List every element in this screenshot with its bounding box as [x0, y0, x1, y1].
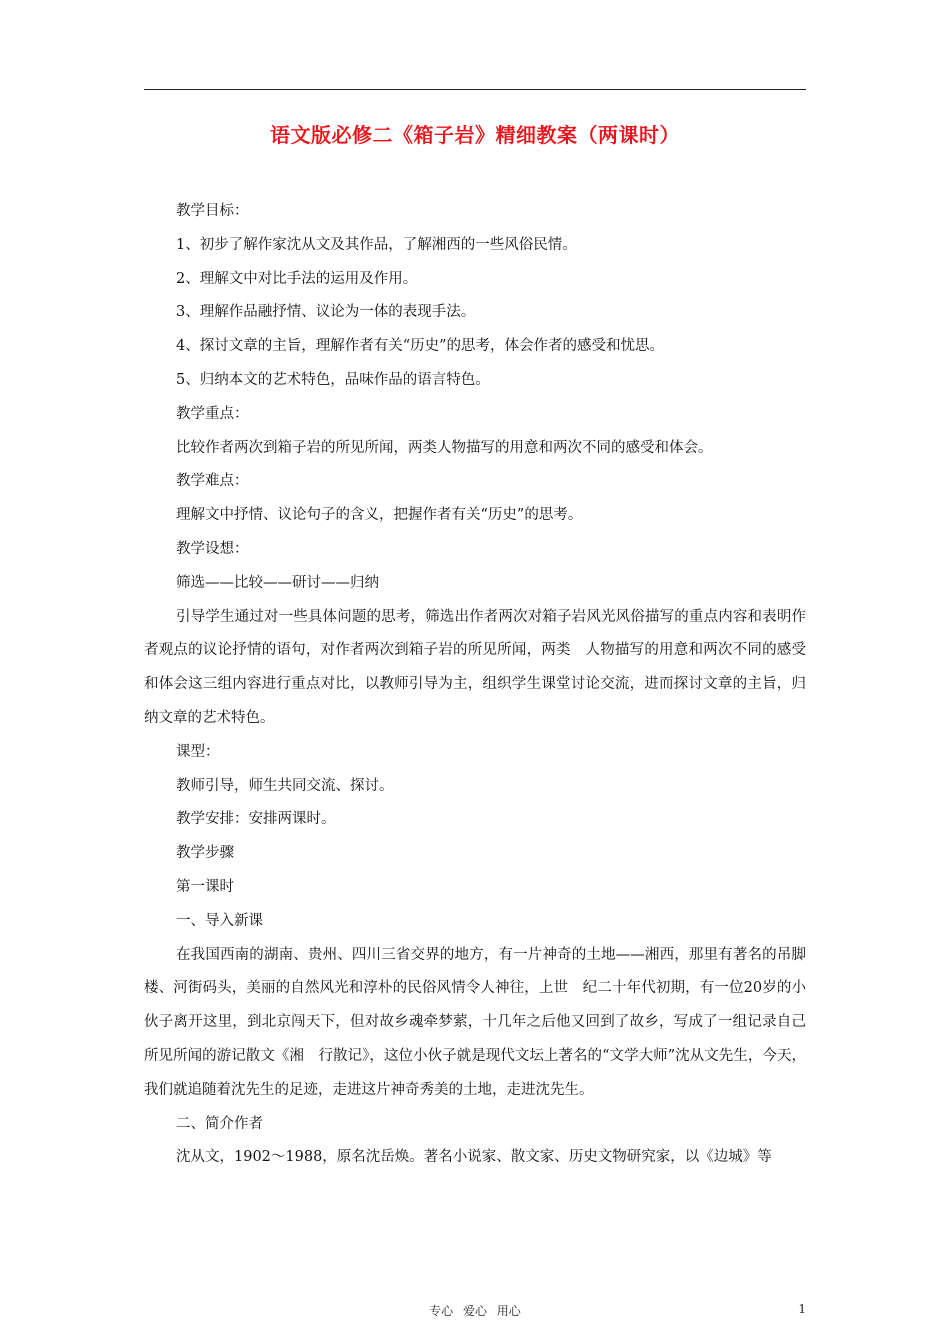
paragraph: 2、理解文中对比手法的运用及作用。 — [176, 270, 418, 287]
paragraph: 课型： — [176, 743, 220, 760]
paragraph: 筛选——比较——研讨——归纳 — [176, 574, 379, 591]
paragraph: 教学难点： — [176, 473, 249, 490]
paragraph: 教学步骤 — [176, 845, 234, 862]
paragraph: 理解文中抒情、议论句子的含义，把握作者有关“历史”的思考。 — [176, 507, 583, 524]
document-title: 语文版必修二《箱子岩》精细教案（两课时） — [270, 123, 680, 147]
paragraph: 教学目标： — [176, 203, 249, 219]
paragraph: 沈从文，1902～1988，原名沈岳焕。著名小说家、散文家、历史文物研究家，以《边城》等 — [176, 1149, 772, 1166]
paragraph: 3、理解作品融抒情、议论为一体的表现手法。 — [176, 304, 476, 321]
header-rule — [144, 89, 806, 90]
paragraph: 比较作者两次到箱子岩的所见所闻，两类人物描写的用意和两次不同的感受和体会。 — [176, 439, 713, 456]
document-body — [144, 195, 806, 1175]
paragraph: 5、归纳本文的艺术特色，品味作品的语言特色。 — [176, 371, 490, 388]
paragraph: 在我国西南的湖南、贵州、四川三省交界的地方，有一片神奇的土地——湘西，那里有著名的吊脚楼、河街码头，美丽的自然风光和淳朴的民俗风情令人神往，上世 纪二十年代初期，有一位20岁的小伙子离开这里，到北京闯天下，但对故乡魂牵梦萦，十几年之后他又回到了故乡，写成了一组记录自己所见所闻的游记散文《湘 行散记》，这位小伙子就是现代文坛上著名的“文学大师”沈从文先生，今天，我们就追随着沈先生的足迹，走进这片神奇秀美的土地，走进沈先生。 — [144, 946, 806, 1098]
paragraph: 引导学生通过对一些具体问题的思考，筛选出作者两次对箱子岩风光风俗描写的重点内容和表明作者观点的议论抒情的语句，对作者两次到箱子岩的所见所闻，两类 人物描写的用意和两次不同的感受和体会这三组内容进行重点对比，以教师引导为主，组织学生课堂讨论交流，进而探讨文章的主旨，归纳文章的艺术特色。 — [144, 608, 806, 726]
paragraph: 教学安排：安排两课时。 — [176, 811, 336, 828]
paragraph: 4、探讨文章的主旨，理解作者有关“历史”的思考，体会作者的感受和忧思。 — [176, 338, 665, 355]
page-number: 1 — [798, 1302, 806, 1316]
paragraph: 第一课时 — [176, 878, 234, 895]
paragraph: 教学重点： — [176, 405, 249, 422]
paragraph: 1、初步了解作家沈从文及其作品，了解湘西的一些风俗民情。 — [176, 236, 577, 253]
paragraph: 教师引导，师生共同交流、探讨。 — [176, 777, 394, 794]
paragraph: 教学设想： — [176, 540, 249, 557]
footer-motto: 专心 爱心 用心 — [429, 1304, 521, 1318]
paragraph: 一、导入新课 — [176, 912, 263, 929]
paragraph: 二、简介作者 — [176, 1115, 263, 1132]
